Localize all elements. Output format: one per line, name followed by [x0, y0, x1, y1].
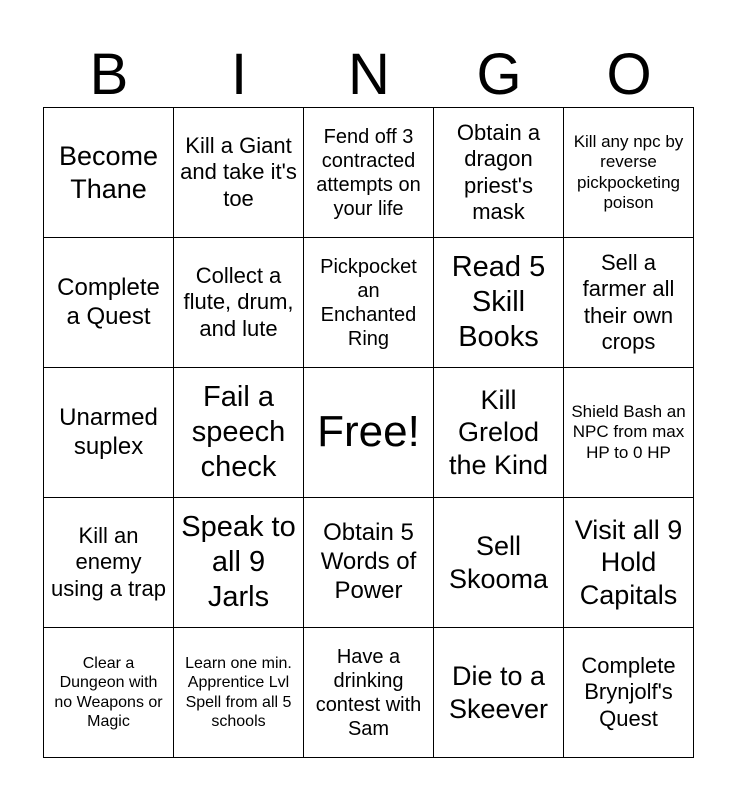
header-letter-g: G: [476, 42, 522, 107]
free-space-cell[interactable]: Free!: [304, 368, 434, 498]
bingo-cell[interactable]: Die to a Skeever: [434, 628, 564, 758]
bingo-cell[interactable]: Clear a Dungeon with no Weapons or Magic: [44, 628, 174, 758]
bingo-cell[interactable]: Speak to all 9 Jarls: [174, 498, 304, 628]
bingo-cell[interactable]: Visit all 9 Hold Capitals: [564, 498, 694, 628]
bingo-cell[interactable]: Unarmed suplex: [44, 368, 174, 498]
bingo-card-grid: [43, 107, 694, 758]
header-letter-o: O: [606, 42, 652, 107]
bingo-cell[interactable]: Kill a Giant and take it's toe: [174, 108, 304, 238]
bingo-cell[interactable]: Fail a speech check: [174, 368, 304, 498]
bingo-cell[interactable]: Have a drinking contest with Sam: [304, 628, 434, 758]
bingo-cell[interactable]: Obtain a dragon priest's mask: [434, 108, 564, 238]
bingo-cell[interactable]: Sell Skooma: [434, 498, 564, 628]
bingo-cell[interactable]: Fend off 3 contracted attempts on your life: [304, 108, 434, 238]
bingo-header: [44, 42, 694, 108]
bingo-cell[interactable]: Become Thane: [44, 108, 174, 238]
header-letter-n: N: [348, 42, 390, 107]
bingo-cell[interactable]: Learn one min. Apprentice Lvl Spell from all 5 schools: [174, 628, 304, 758]
bingo-cell[interactable]: Kill any npc by reverse pickpocketing poison: [564, 108, 694, 238]
bingo-cell[interactable]: Complete Brynjolf's Quest: [564, 628, 694, 758]
bingo-cell[interactable]: Read 5 Skill Books: [434, 238, 564, 368]
bingo-cell[interactable]: Complete a Quest: [44, 238, 174, 368]
header-letter-b: B: [89, 42, 129, 107]
bingo-cell[interactable]: Obtain 5 Words of Power: [304, 498, 434, 628]
bingo-cell[interactable]: Shield Bash an NPC from max HP to 0 HP: [564, 368, 694, 498]
bingo-cell[interactable]: Kill Grelod the Kind: [434, 368, 564, 498]
bingo-cell[interactable]: Collect a flute, drum, and lute: [174, 238, 304, 368]
bingo-cell[interactable]: Pickpocket an Enchanted Ring: [304, 238, 434, 368]
header-letter-i: I: [230, 42, 248, 107]
bingo-cell[interactable]: Sell a farmer all their own crops: [564, 238, 694, 368]
bingo-cell[interactable]: Kill an enemy using a trap: [44, 498, 174, 628]
